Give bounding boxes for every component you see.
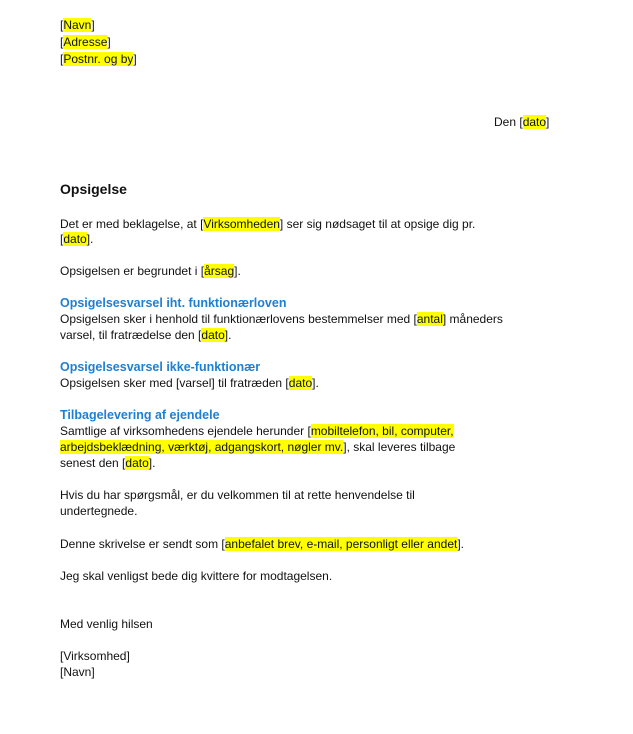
date-line bbox=[494, 114, 549, 130]
section1-line-2 bbox=[60, 327, 231, 343]
sent-text-a: Denne skrivelse er sendt som [ bbox=[60, 537, 225, 551]
assets-field-part-1: mobiltelefon, bil, computer, bbox=[310, 424, 454, 438]
questions-line-1: Hvis du har spørgsmål, er du velkommen til at rette henvendelse til bbox=[60, 488, 415, 502]
sent-as-line bbox=[60, 536, 464, 552]
sender-postal-line: [Postnr. og by] bbox=[60, 52, 137, 66]
sender-name-line: [Navn] bbox=[60, 18, 95, 32]
section3-line-3 bbox=[60, 455, 155, 471]
delivery-method-field: anbefalet brev, e-mail, personligt eller andet bbox=[224, 537, 458, 551]
section3-text-b: ], skal leveres tilbage bbox=[343, 440, 456, 454]
sender-address-line: [Adresse] bbox=[60, 35, 111, 49]
receipt-line: Jeg skal venligst bede dig kvittere for modtagelsen. bbox=[60, 569, 333, 583]
intro-text-b: ] ser sig nødsaget til at opsige dig pr. bbox=[279, 217, 476, 231]
intro-text-c: [ bbox=[60, 232, 64, 246]
letter-title: Opsigelse bbox=[60, 181, 127, 197]
section3-text-d: ]. bbox=[148, 456, 156, 470]
section1-date-field: dato bbox=[201, 328, 225, 342]
intro-line-2 bbox=[60, 231, 93, 247]
sender-postal-field: Postnr. og by bbox=[63, 52, 134, 66]
sent-text-b: ]. bbox=[457, 537, 464, 551]
section-heading-funktionaer: Opsigelsesvarsel iht. funktionærloven bbox=[60, 296, 287, 310]
sender-address-field: Adresse bbox=[63, 35, 108, 49]
date-prefix: Den [ bbox=[494, 115, 523, 129]
section3-line-1 bbox=[60, 423, 454, 439]
section3-text-c: senest den [ bbox=[60, 456, 126, 470]
company-field: Virksomheden bbox=[203, 217, 280, 231]
section3-text-a: Samtlige af virksomhedens ejendele herunder [ bbox=[60, 424, 311, 438]
questions-line-2: undertegnede. bbox=[60, 504, 138, 518]
signature-company: [Virksomhed] bbox=[60, 649, 130, 663]
reason-text-a: Opsigelsen er begrundet i [ bbox=[60, 264, 205, 278]
closing-line: Med venlig hilsen bbox=[60, 617, 153, 631]
section1-text-b: ] måneders bbox=[442, 312, 503, 326]
section1-text-c: varsel, til fratrædelse den [ bbox=[60, 328, 202, 342]
signature-name: [Navn] bbox=[60, 665, 95, 679]
section1-text-a: Opsigelsen sker i henhold til funktionærlovens bestemmelser med [ bbox=[60, 312, 417, 326]
intro-line-1 bbox=[60, 216, 475, 232]
section2-date-field: dato bbox=[288, 376, 313, 390]
section2-line-1 bbox=[60, 375, 319, 391]
intro-date-field: dato bbox=[63, 232, 87, 246]
assets-field-part-2: arbejdsbeklædning, værktøj, adgangskort, nøgler mv. bbox=[60, 440, 344, 454]
section-heading-tilbagelevering: Tilbagelevering af ejendele bbox=[60, 408, 220, 422]
sender-name-field: Navn bbox=[63, 18, 92, 32]
reason-text-b: ]. bbox=[234, 264, 241, 278]
section2-text-a: Opsigelsen sker med [varsel] til fratræden [ bbox=[60, 376, 289, 390]
section3-line-2 bbox=[60, 439, 455, 455]
reason-field: årsag bbox=[204, 264, 235, 278]
reason-line bbox=[60, 263, 241, 279]
date-suffix: ] bbox=[546, 115, 550, 129]
section1-text-d: ]. bbox=[224, 328, 232, 342]
section2-text-b: ]. bbox=[312, 376, 319, 390]
intro-text-d: ]. bbox=[86, 232, 94, 246]
section-heading-ikke-funktionaer: Opsigelsesvarsel ikke-funktionær bbox=[60, 360, 261, 374]
date-field: dato bbox=[522, 115, 547, 129]
months-count-field: antal bbox=[416, 312, 443, 326]
intro-text-a: Det er med beklagelse, at [ bbox=[60, 217, 204, 231]
section3-date-field: dato bbox=[125, 456, 149, 470]
section1-line-1 bbox=[60, 311, 503, 327]
